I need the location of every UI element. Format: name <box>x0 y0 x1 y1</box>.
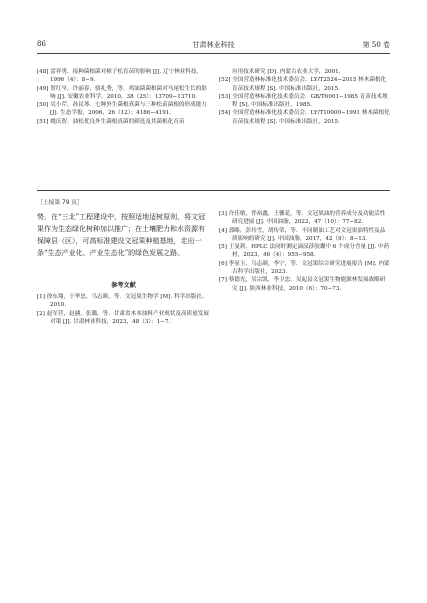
running-header <box>37 40 390 52</box>
reference-item: [6] 李显玉，乌志颜，李宁，等．文冠果综合研究进展报告 [M]. 内蒙古科学出版社，2023. <box>219 260 390 276</box>
top-left-references <box>37 68 208 126</box>
page-number: 86 <box>37 40 46 48</box>
reference-item: [5] 王曼莉．HPLC 法同时测定滴尿莎胶囊中 6 个成分含量 [J]. 中药材，2023，46（4）：955−958. <box>219 244 390 259</box>
reference-item: [49] 贺红早，许丽春，骆礼秀，等．鸡油菌菌根菌对马尾松生长的影响 [J]. 安徽农业科学，2010，38（25）：13709−13710. <box>37 85 207 100</box>
reference-item: [48] 雷祥勇．接种菌根菌对樟子松育苗的影响 [J]. 辽宁林业科技，1996（4）：8−9. <box>37 69 203 84</box>
references-heading: 参考文献 <box>111 282 136 289</box>
continued-from-label: ［上接第 79 页］ <box>37 200 83 206</box>
top-right-references <box>219 68 390 126</box>
reference-item: [50] 吴小芹，孙民琴．七种外生菌根真菌与三种松苗菌根的形成能力 [J]. 生态学报，2006，26（12）：4186−4191. <box>37 102 207 117</box>
volume-label: 第 50 卷 <box>362 41 390 49</box>
bottom-right-references <box>219 210 390 293</box>
reference-item: [1] 徐东翔，于华忠，乌志颜，等．文冠果生物学 [M]. 科学出版社，2010. <box>37 294 208 309</box>
reference-item: [2] 赵军营，赵涵，张璐，等．甘肃省木本油料产业现状及高质量发展对策 [J]. 甘肃林业科技，2023，48（3）：1−7. <box>37 310 209 325</box>
reference-item: [54] 全国营造林标准化技术委员会．LY/T10000−1991 林木菌根化育苗技术规程 [S]. 中国标准出版社，2015. <box>219 110 390 125</box>
reference-item: 应用技术研究 [D]. 内蒙古农业大学，2001. <box>232 69 341 75</box>
section-divider <box>37 190 390 191</box>
reference-item: [53] 全国营造林标准化技术委员会．GB/T6001−1985 育苗技术规程 [S]. 中国标准出版社，1985. <box>219 93 388 109</box>
reference-item: [3] 许佳敏，伴裕鑫，王馨花，等．文冠果油的营养成分及功能活性研究进展 [J]. 中国油脂，2022，47（10）：77−82. <box>219 211 386 226</box>
reference-item: [51] 姚庆智．油松优良外生菌根真菌的筛选及其菌根化育苗 <box>37 118 185 125</box>
reference-item: [52] 全国营造林标准化技术委员会．LY/T2524−2015 林木菌根化育苗技术规程 [S]. 中国标准出版社，2015. <box>219 77 387 92</box>
header-divider <box>37 53 390 54</box>
bottom-left-references <box>37 293 210 326</box>
body-paragraph: 势，在“三北”工程建设中，按照适地适树原则，将文冠果作为生态绿化树种加以推广；在土壤肥力和水资源有保障县（区），可高标准建设文冠果种植基地，走出一条“生态产业化、产业生态化”的绿色发展之路。 <box>37 213 206 257</box>
reference-item: [7] 蔡德光，吴宗凯，李卫忠．吴起县文冠果生物能源林发展战略研究 [J]. 陕西林业科技，2010（6）：70−73. <box>219 277 386 292</box>
journal-title: 甘肃林业科技 <box>192 41 235 49</box>
reference-item: [4] 郭略，彭玲雪，胡传荣，等．不同制油工艺对文冠果油特性及品质影响的研究 [J]. 中国油脂，2017，42（9）：8−13. <box>219 227 386 242</box>
